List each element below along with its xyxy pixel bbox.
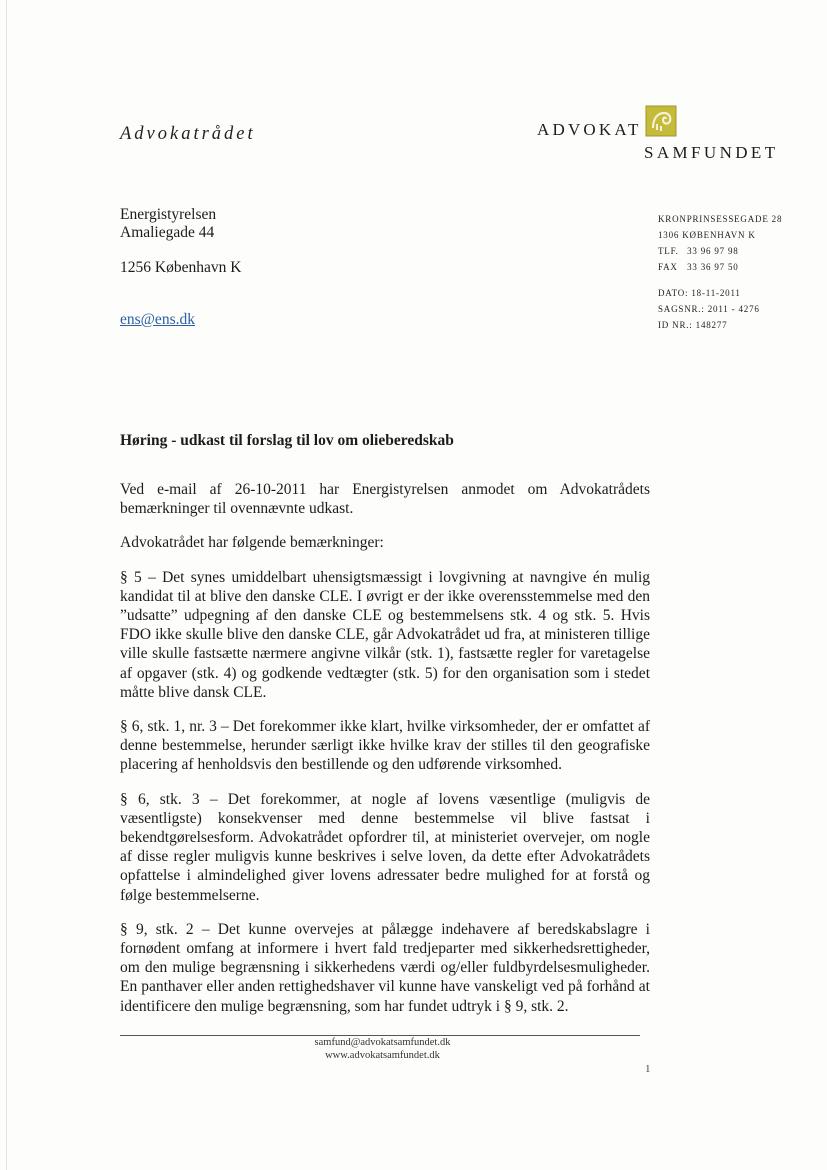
body-paragraph: Advokatrådet har følgende bemærkninger: — [120, 534, 384, 552]
fax-number: 33 36 97 50 — [687, 262, 739, 272]
case-number: SAGSNR.: 2011 - 4276 — [658, 304, 760, 314]
logo-text-line1: ADVOKAT — [537, 120, 642, 139]
body-paragraph: Ved e-mail af 26-10-2011 har Energistyrelsen anmodet om Advokatrådets bemærkninger til ovennævnte udkast. — [120, 481, 650, 518]
sender-contact-block — [658, 211, 782, 333]
sender-street: KRONPRINSESSEGADE 28 — [658, 214, 783, 224]
recipient-name: Energistyrelsen — [120, 206, 217, 223]
org-name: Advokatrådet — [120, 124, 256, 144]
sender-postal: 1306 KØBENHAVN K — [658, 230, 756, 240]
footer-email-link[interactable]: samfund@advokatsamfundet.dk — [314, 1037, 451, 1048]
recipient-address — [120, 206, 241, 329]
logo-emblem-icon — [644, 104, 678, 138]
sender-fax — [658, 259, 782, 275]
letter-body — [120, 480, 650, 1031]
body-paragraph: § 6, stk. 1, nr. 3 – Det forekommer ikke klart, hvilke virksomheder, der er omfattet af denne bestemmelse, herunder særligt ikke hvilke krav der stilles til den geografiske placering af henholdsvis den bestillende og den udførende virksomhed. — [120, 718, 650, 774]
letter-subject: Høring - udkast til forslag til lov om olieberedskab — [120, 432, 454, 449]
advokatsamfundet-logo — [537, 104, 782, 164]
body-paragraph: § 6, stk. 3 – Det forekommer, at nogle af lovens væsentlige (muligvis de væsentligste) konsekvenser med denne bestemmelse vil blive fastsat i bekendtgørelsesform. Advokatrådet opfordrer til, at ministeriet overvejer, om nogle af disse regler muligvis kunne beskrives i selve loven, da dette efter Advokatrådets opfattelse i almindelighed giver lovens adressater bedre mulighed for at forstå og følge bestemmelserne. — [120, 790, 650, 904]
fax-label: FAX — [658, 262, 678, 272]
phone-number: 33 96 97 98 — [687, 246, 739, 256]
id-number: ID NR.: 148277 — [658, 320, 728, 330]
body-paragraph: § 5 – Det synes umiddelbart uhensigtsmæssigt i lovgivning at navngive én mulig kandidat til at blive den danske CLE. I øvrigt er der ikke overensstemmelse med den ”udsatte” udpegning af den danske CLE og bestemmelsens stk. 4 og stk. 5. Hvis FDO ikke skulle blive den danske CLE, går Advokatrådet ud fra, at ministeren tillige ville skulle fastsætte nærmere angivne vilkår (stk. 1), fastsætte regler for varetagelse af opgaver (stk. 4) og godkende vedtægter (stk. 5) for den organisation som i stedet måtte blive dansk CLE. — [120, 568, 650, 701]
footer-website-link[interactable]: www.advokatsamfundet.dk — [325, 1050, 440, 1061]
page-number: 1 — [645, 1063, 651, 1075]
recipient-street: Amaliegade 44 — [120, 224, 215, 241]
footer — [280, 1036, 485, 1062]
recipient-email-link[interactable]: ens@ens.dk — [120, 311, 195, 328]
sender-phone — [658, 243, 782, 259]
recipient-city: 1256 København K — [120, 259, 242, 276]
page-edge — [6, 0, 7, 1170]
phone-label: TLF. — [658, 246, 679, 256]
body-paragraph: § 9, stk. 2 – Det kunne overvejes at pålægge indehavere af beredskabslagre i fornødent omfang at informere i hvert fald tredjeparter med sikkerhedsrettigheder, om den mulige begrænsning i sikkerhedens værdi og/eller fuldbyrdelsesmuligheder. En panthaver eller anden rettighedshaver vil kunne have vanskeligt ved på forhånd at identificere den mulige begrænsning, som har fundet udtryk i § 9, stk. 2. — [120, 920, 650, 1015]
logo-text-line2: SAMFUNDET — [644, 143, 779, 162]
letter-date: DATO: 18-11-2011 — [658, 288, 741, 298]
